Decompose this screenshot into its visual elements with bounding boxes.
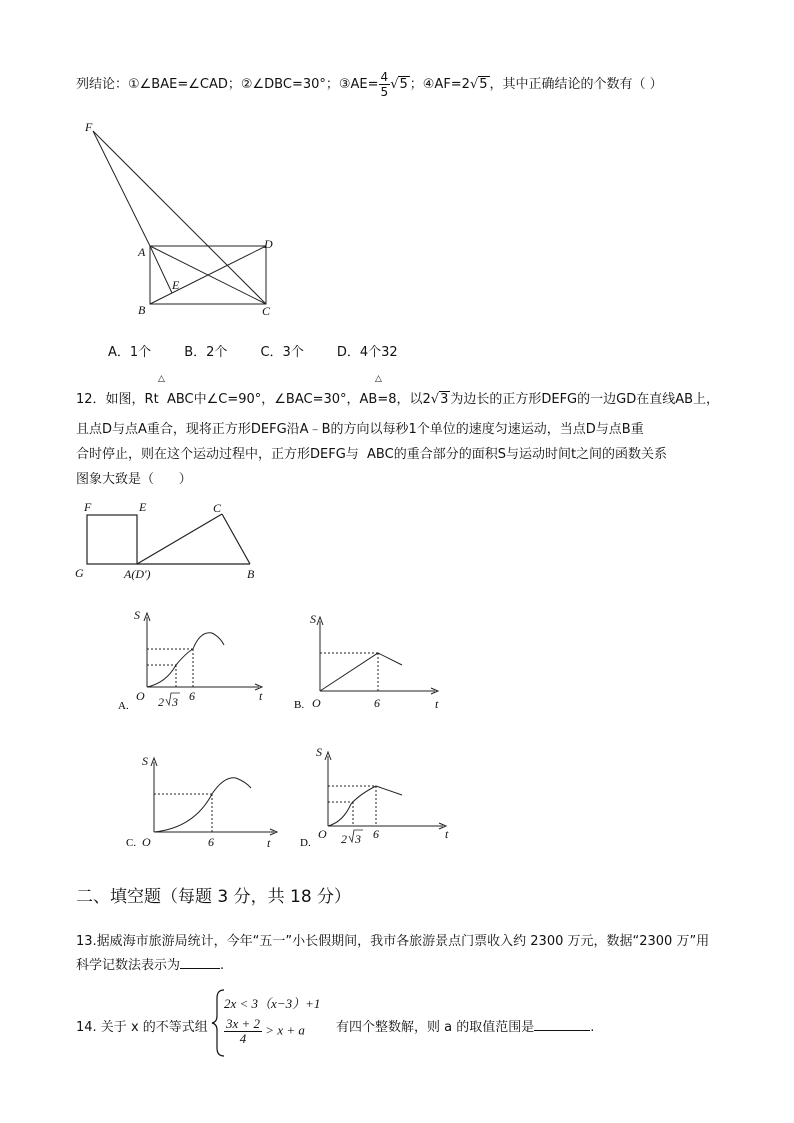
q12-line3: 合时停止，则在这个运动过程中，正方形DEFG与 ABC的重合部分的面积S与运动时间t之间的函数关系 <box>76 447 668 462</box>
q14-prefix: 14. 关于 x 的不等式组 <box>76 1020 208 1035</box>
graph-a-label: A. <box>118 700 129 712</box>
label-a: A <box>138 245 146 259</box>
graph-d-o: O <box>318 827 327 841</box>
q13-line1: 13.据威海市旅游局统计，今年“五一”小长假期间，我市各旅游景点门票收入约 2300 万元，数据“2300 万”用 <box>76 934 710 949</box>
graph-b-s: S <box>310 612 316 626</box>
q14-ineq1: 2x < 3（x−3）+1 <box>224 996 321 1011</box>
q11-conclusion-line: 列结论：①∠BAE=∠CAD；②∠DBC=30°；③AE= $\frac{4}{5}$ √5 ；④AF=2√5 ，其中正确结论的个数有（ ） <box>76 70 663 99</box>
graph-a-o: O <box>136 689 145 703</box>
label-d: D <box>264 237 273 251</box>
q12-line1: 12．如图，Rt ABC中∠C=90°，∠BAC=30°，AB=8，以2√3 为边长的正方形DEFG的一边GD在直线AB上， <box>76 392 720 407</box>
label-c: C <box>262 304 271 318</box>
graph-c-o: O <box>142 835 151 849</box>
graph-d-label: D. <box>300 837 311 849</box>
graph-a-s: S <box>134 608 140 622</box>
q11-rectangle-figure <box>78 118 288 323</box>
graph-d-two: 2 <box>341 832 347 846</box>
graph-a-two: 2 <box>158 695 164 709</box>
graph-b-six: 6 <box>374 696 380 710</box>
q11-part3: ，其中正确结论的个数有（ ） <box>489 77 663 92</box>
q11-sqrt: 5 <box>399 77 408 92</box>
graph-c-six: 6 <box>208 835 214 849</box>
graph-c <box>124 748 284 858</box>
q14-suffix: 有四个整数解，则 a 的取值范围是 . <box>336 1020 595 1035</box>
graph-b-t: t <box>435 697 439 711</box>
graph-a-three: 3 <box>172 695 178 709</box>
graph-d-t: t <box>445 827 449 841</box>
q14-answer-blank[interactable] <box>534 1030 590 1031</box>
q12-line4: 图象大致是（ ） <box>76 472 192 487</box>
graph-d-three: 3 <box>355 832 361 846</box>
graph-a <box>116 603 276 713</box>
q11-fraction: $\frac{4}{5}$ <box>380 70 389 99</box>
square-defg <box>87 515 137 564</box>
graph-a-t: t <box>259 689 263 703</box>
q12-square-triangle-figure <box>70 497 270 587</box>
sq-label-e: E <box>139 500 147 514</box>
label-b: B <box>138 303 146 317</box>
sq-label-b: B <box>247 567 255 581</box>
q12-line2: 且点D与点A重合，现将正方形DEFG沿A﹣B的方向以每秒1个单位的速度匀速运动，当点D与点B重 <box>76 422 644 437</box>
graph-a-six: 6 <box>189 689 195 703</box>
q14-ineq2: $\frac{3x + 2}{4}$ > x + a <box>226 1016 305 1046</box>
sq-label-f: F <box>84 500 92 514</box>
graph-c-label: C. <box>126 837 137 849</box>
q11-part2: ；④AF=2 <box>409 77 470 92</box>
graph-b-label: B. <box>294 699 305 711</box>
tri-mark-2: △ <box>375 374 382 384</box>
label-e: E <box>172 278 180 292</box>
q13-answer-blank[interactable] <box>180 968 220 969</box>
q11-options: A．1个 B．2个 C．3个 D．4个32 <box>108 345 398 360</box>
graph-d-six: 6 <box>373 827 379 841</box>
graph-b-o: O <box>312 696 321 710</box>
graph-b <box>292 607 452 717</box>
label-f: F <box>85 120 93 134</box>
section-two-title: 二、填空题（每题 3 分，共 18 分） <box>76 887 352 907</box>
sq-label-ad: A(D') <box>124 567 151 581</box>
graph-d-s: S <box>316 745 322 759</box>
sq-label-c: C <box>213 501 222 515</box>
tri-mark-1: △ <box>158 374 165 384</box>
graph-c-s: S <box>142 754 148 768</box>
q11-sqrt2: 5 <box>479 77 488 92</box>
q13-line2: 科学记数法表示为 . <box>76 958 225 973</box>
q11-part1: 列结论：①∠BAE=∠CAD；②∠DBC=30°；③AE= <box>76 77 379 92</box>
graph-d <box>298 742 458 852</box>
graph-c-t: t <box>267 836 271 850</box>
q12-sqrt: 3 <box>440 392 449 407</box>
sq-label-g: G <box>75 566 84 580</box>
